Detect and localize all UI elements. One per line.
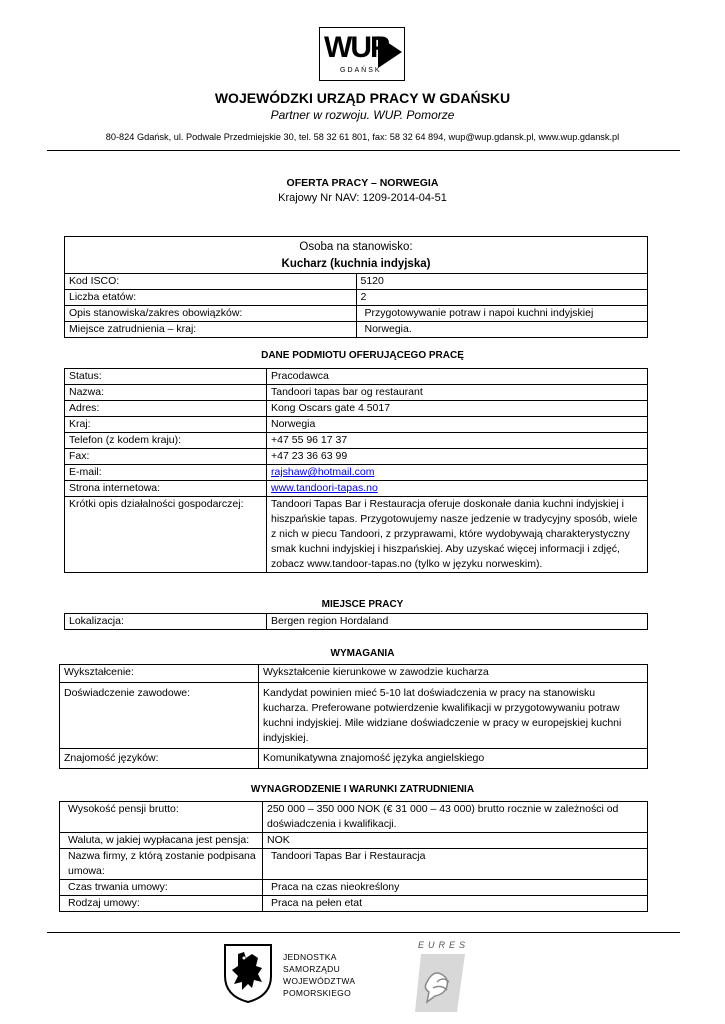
row-value: Bergen region Hordaland (267, 614, 648, 630)
row-value: Norwegia (267, 417, 648, 433)
row-label: Kod ISCO: (65, 274, 357, 290)
row-value: Praca na czas nieokreślony (263, 880, 648, 896)
row-label: Nazwa firmy, z którą zostanie podpisana umowa: (60, 849, 263, 880)
table-row (60, 749, 648, 769)
row-label: Wykształcenie: (60, 665, 259, 683)
row-value: +47 55 96 17 37 (267, 433, 648, 449)
offer-title: OFERTA PRACY – NORWEGIA (286, 177, 439, 189)
row-label: Opis stanowiska/zakres obowiązków: (65, 306, 357, 322)
row-label: Doświadczenie zawodowe: (60, 683, 259, 749)
table-row (60, 665, 648, 683)
website-link[interactable]: www.tandoori-tapas.no (271, 482, 378, 494)
table-row (60, 833, 648, 849)
row-value: Wykształcenie kierunkowe w zawodzie kucharza (259, 665, 648, 683)
organization-address: 80-824 Gdańsk, ul. Podwale Przedmiejskie 30, tel. 58 32 61 801, fax: 58 32 64 894, wup@wup.gdansk.pl, www.wup.gdansk.pl (105, 132, 620, 142)
table-row (60, 896, 648, 912)
eures-wordmark: EURES (418, 940, 470, 950)
row-value: Kandydat powinien mieć 5-10 lat doświadczenia w pracy na stanowisku kucharza. Preferowane potwierdzenie kwalifikacji w przygotowywaniu potraw kuchni indyjskiej. Mile widziane doświadczenie w pracy w europejskiej kuchni indyjskiej. (259, 683, 648, 749)
eures-logo-icon (413, 952, 467, 1014)
row-label: Waluta, w jakiej wypłacana jest pensja: (60, 833, 263, 849)
row-value: 5120 (356, 274, 648, 290)
jednostka-line: SAMORZĄDU (283, 964, 341, 974)
requirements-table (59, 664, 648, 769)
table-row (60, 880, 648, 896)
salary-table (59, 801, 648, 912)
row-value: Praca na pełen etat (263, 896, 648, 912)
row-label: Fax: (65, 449, 267, 465)
organization-name: WOJEWÓDZKI URZĄD PRACY W GDAŃSKU (214, 90, 511, 106)
table-row (65, 449, 648, 465)
row-value: Norwegia. (356, 322, 648, 338)
employer-section-title: DANE PODMIOTU OFERUJĄCEGO PRACĘ (261, 350, 464, 361)
table-row (60, 802, 648, 833)
workplace-section-title: MIEJSCE PRACY (321, 599, 404, 610)
table-row (60, 849, 648, 880)
row-label: Adres: (65, 401, 267, 417)
organization-tagline: Partner w rozwoju. WUP. Pomorze (270, 108, 455, 122)
table-row (65, 322, 648, 338)
row-label: Lokalizacja: (65, 614, 267, 630)
table-row (65, 369, 648, 385)
offer-nav-number (0, 192, 725, 204)
jednostka-text (283, 951, 355, 999)
row-value: NOK (263, 833, 648, 849)
jednostka-line: POMORSKIEGO (283, 988, 352, 998)
position-title: Kucharz (kuchnia indyjska) (281, 258, 431, 270)
table-row (65, 290, 648, 306)
row-label: Status: (65, 369, 267, 385)
nav-label: Krajowy Nr NAV: (278, 192, 363, 204)
pomorskie-crest-icon (222, 942, 274, 1004)
position-table (64, 236, 648, 338)
row-label: Rodzaj umowy: (60, 896, 263, 912)
position-header (65, 237, 648, 274)
row-value: Komunikatywna znajomość języka angielskiego (259, 749, 648, 769)
row-label: Kraj: (65, 417, 267, 433)
header-divider (47, 150, 680, 151)
row-value: Pracodawca (267, 369, 648, 385)
table-row (65, 401, 648, 417)
description-label: Krótki opis działalności gospodarczej: (65, 497, 267, 573)
email-link[interactable]: rajshaw@hotmail.com (271, 466, 375, 478)
row-label: Czas trwania umowy: (60, 880, 263, 896)
row-label: Wysokość pensji brutto: (60, 802, 263, 833)
row-label: Liczba etatów: (65, 290, 357, 306)
web-label: Strona internetowa: (65, 481, 267, 497)
footer-divider (47, 932, 680, 933)
workplace-table (64, 613, 648, 630)
employer-table (64, 368, 648, 573)
jednostka-line: WOJEWÓDZTWA (283, 976, 356, 986)
table-row (65, 481, 648, 497)
wup-logo (319, 27, 405, 81)
position-label: Osoba na stanowisko: (299, 241, 413, 253)
row-value: Tandoori tapas bar og restaurant (267, 385, 648, 401)
email-label: E-mail: (65, 465, 267, 481)
table-row (65, 385, 648, 401)
row-value: 250 000 – 350 000 NOK (€ 31 000 – 43 000) brutto rocznie w zależności od doświadczenia i kwalifikacji. (263, 802, 648, 833)
logo-sub-text: GDAŃSK (340, 67, 382, 74)
table-row (65, 433, 648, 449)
logo-main-text: WUP (324, 31, 388, 64)
table-row (60, 683, 648, 749)
table-row (65, 614, 648, 630)
description-value: Tandoori Tapas Bar i Restauracja oferuje doskonałe dania kuchni indyjskiej i hiszpańskie tapas. Przygotowujemy nasze jedzenie w tradycyjny sposób, wiele z nich w piecu Tandoori, z przyprawami, które wydobywają charakterystyczny smak kuchni indyjskiej i hiszpańskiej. Aby uzyskać więcej informacji i zdjęć, zobacz www.tandoor-tapas.no (tylko w języku norweskim). (267, 497, 648, 573)
table-row (65, 417, 648, 433)
salary-section-title: WYNAGRODZENIE I WARUNKI ZATRUDNIENIA (250, 784, 475, 795)
row-label: Znajomość języków: (60, 749, 259, 769)
row-value: Tandoori Tapas Bar i Restauracja (263, 849, 648, 880)
row-value: +47 23 36 63 99 (267, 449, 648, 465)
row-label: Nazwa: (65, 385, 267, 401)
table-row (65, 497, 648, 573)
table-row (65, 465, 648, 481)
table-row (65, 306, 648, 322)
row-label: Miejsce zatrudnienia – kraj: (65, 322, 357, 338)
requirements-section-title: WYMAGANIA (330, 648, 395, 659)
row-value: Przygotowywanie potraw i napoi kuchni indyjskiej (356, 306, 648, 322)
row-value: 2 (356, 290, 648, 306)
nav-number: 1209-2014-04-51 (362, 192, 447, 204)
jednostka-line: JEDNOSTKA (283, 952, 337, 962)
row-value: Kong Oscars gate 4 5017 (267, 401, 648, 417)
table-row (65, 274, 648, 290)
row-label: Telefon (z kodem kraju): (65, 433, 267, 449)
